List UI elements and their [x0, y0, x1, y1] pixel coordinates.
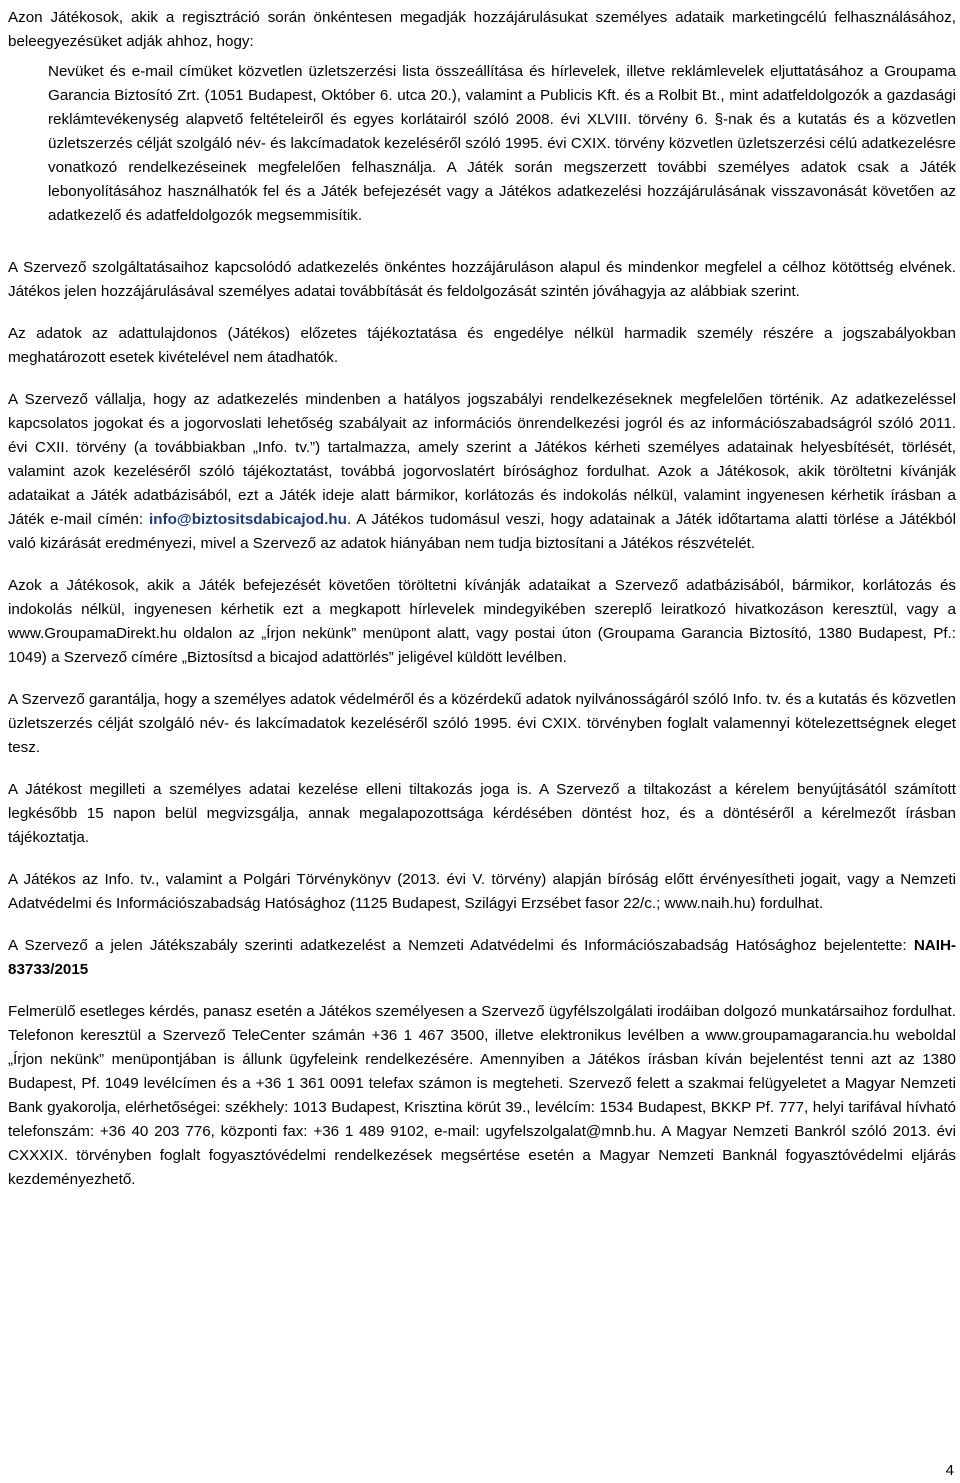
customer-service-paragraph: Felmerülő esetleges kérdés, panasz esetén a Játékos személyesen a Szervező ügyfélszolgálati irodáiban dolgozó munkatársaihoz fordulhat. Telefonon keresztül a Szervező TeleCenter számán +36 1 467 3500, illetve elektronikus levélben a www.groupamagarancia.hu weboldal „Írjon nekünk” menüpontjában is állunk ügyfeleink rendelkezésére. Amennyiben a Játékos írásban kíván bejelentést tenni azt az 1380 Budapest, Pf. 1049 levélcímen és a +36 1 361 0091 telefax számon is megteheti. Szervező felett a szakmai felügyeletet a Magyar Nemzeti Bank gyakorolja, elérhetőségei: székhely: 1013 Budapest, Krisztina körút 39., levélcím: 1534 Budapest, BKKP Pf. 777, helyi tarifával hívható telefonszám: +36 40 203 776, központi fax: +36 1 489 9102, e-mail: ugyfelszolgalat@mnb.hu. A Magyar Nemzeti Bankról szóló 2013. évi CXXXIX. törvényben foglalt fogyasztóvédelmi rendelkezések megsértése esetén a Magyar Nemzeti Banknál fogyasztóvédelmi eljárás kezdeményezhető.: [8, 1003, 956, 1188]
guarantee-paragraph: A Szervező garantálja, hogy a személyes adatok védelméről és a közérdekű adatok nyilvánosságáról szóló Info. tv. és a kutatás és közvetlen üzletszerzés célját szolgáló név- és lakcímadatok kezeléséről szóló 1995. évi CXIX. törvényben foglalt valamennyi kötelezettségnek eleget tesz.: [8, 691, 956, 756]
deletion-after-game-paragraph: Azok a Játékosok, akik a Játék befejezését követően töröltetni kívánják adataikat a Szervező adatbázisából, bármikor, korlátozás és indokolás nélkül, ingyenesen kérhetik ezt a megkapott hírlevelek mindegyikében szereplő leiratkozó hivatkozáson keresztül, vagy a www.GroupamaDirekt.hu oldalon az „Írjon nekünk” menüpont alatt, vagy postai úton (Groupama Garancia Biztosító, 1380 Budapest, Pf.: 1049) a Szervező címére „Biztosítsd a bicajod adattörlés” jeligével küldött levélben.: [8, 577, 956, 666]
naih-registration-paragraph: [8, 934, 956, 982]
page-number: 4: [945, 1462, 954, 1479]
voluntary-consent-paragraph: A Szervező szolgáltatásaihoz kapcsolódó adatkezelés önkéntes hozzájáruláson alapul és mindenkor megfelel a célhoz kötöttség elvének. Játékos jelen hozzájárulásával személyes adatai továbbítását és feldolgozását szintén jóváhagyja az alábbiak szerint.: [8, 259, 956, 300]
consent-indented-paragraph: Nevüket és e-mail címüket közvetlen üzletszerzési lista összeállítása és hírlevelek, illetve reklámlevelek eljuttatásához a Groupama Garancia Biztosító Zrt. (1051 Budapest, Október 6. utca 20.), valamint a Publicis Kft. és a Rolbit Bt., mint adatfeldolgozók a gazdasági reklámtevékenység alapvető feltételeiről és egyes korlátairól szóló 2008. évi XLVIII. törvény 6. §-nak és a kutatás és a közvetlen üzletszerzés célját szolgáló név- és lakcímadatok kezeléséről szóló 1995. évi CXIX. törvény közvetlen üzletszerzési célú adatkezelésre vonatkozó rendelkezéseinek megfelelően felhasználja. A Játék során megszerzett további személyes adatok csak a Játék lebonyolításához használhatók fel és a Játék befejezését vagy a Játékos adatkezelési hozzájárulásának visszavonását követően az adatkezelő és adatfeldolgozók megsemmisítik.: [48, 63, 956, 224]
legal-remedy-paragraph: A Játékos az Info. tv., valamint a Polgári Törvénykönyv (2013. évi V. törvény) alapján bíróság előtt érvényesítheti jogait, vagy a Nemzeti Adatvédelmi és Információszabadság Hatósághoz (1125 Budapest, Szilágyi Erzsébet fasor 22/c.; www.naih.hu) fordulhat.: [8, 871, 956, 912]
rights-text-end: . A Játékos tudomásul veszi, hogy adatainak a Játék időtartama alatti törlése a Játékból való kizárását eredményezi, mivel a Szervező az adatok hiányában nem tudja biztosítani a Játékos részvételét.: [8, 511, 957, 552]
rights-paragraph: [8, 388, 956, 556]
data-transfer-paragraph: Az adatok az adattulajdonos (Játékos) előzetes tájékoztatása és engedélye nélkül harmadik személy részére a jogszabályokban meghatározott esetek kivételével nem átadhatók.: [8, 325, 956, 366]
intro-paragraph: Azon Játékosok, akik a regisztráció során önkéntesen megadják hozzájárulásukat személyes adataik marketingcélú felhasználásához, beleegyezésüket adják ahhoz, hogy:: [8, 9, 956, 50]
document-page: [8, 6, 956, 1210]
rights-text-start: A Szervező vállalja, hogy az adatkezelés mindenben a hatályos jogszabályi rendelkezéseknek megfelelően történik. Az adatkezeléssel kapcsolatos jogokat és a jogorvoslati lehetőség szabályait az információs önrendelkezési jogról és az információszabadságról szóló 2011. évi CXII. törvény (a továbbiakban „Info. tv.”) tartalmazza, amely szerint a Játékos kérheti személyes adatainak helyesbítését, törlését, valamint azok kezeléséről szóló tájékoztatást, továbbá jogorvoslatért bírósághoz fordulhat. Azok a Játékosok, akik töröltetni kívánják adataikat a Játék adatbázisából, ezt a Játék ideje alatt bármikor, korlátozás és indokolás nélkül, valamint ingyenesen kérhetik írásban a Játék e-mail címén:: [8, 391, 956, 528]
naih-registration-code: NAIH-83733/2015: [8, 937, 956, 978]
objection-right-paragraph: A Játékost megilleti a személyes adatai kezelése elleni tiltakozás joga is. A Szervező a tiltakozást a kérelem benyújtásától számított legkésőbb 15 napon belül megvizsgálja, annak megalapozottsága kérdésében döntést hoz, és a döntéséről a kérelmezőt írásban tájékoztatja.: [8, 781, 956, 846]
game-email-link[interactable]: info@biztositsdabicajod.hu: [149, 511, 347, 528]
naih-text: A Szervező a jelen Játékszabály szerinti adatkezelést a Nemzeti Adatvédelmi és Információszabadság Hatósághoz bejelentette:: [8, 937, 914, 954]
